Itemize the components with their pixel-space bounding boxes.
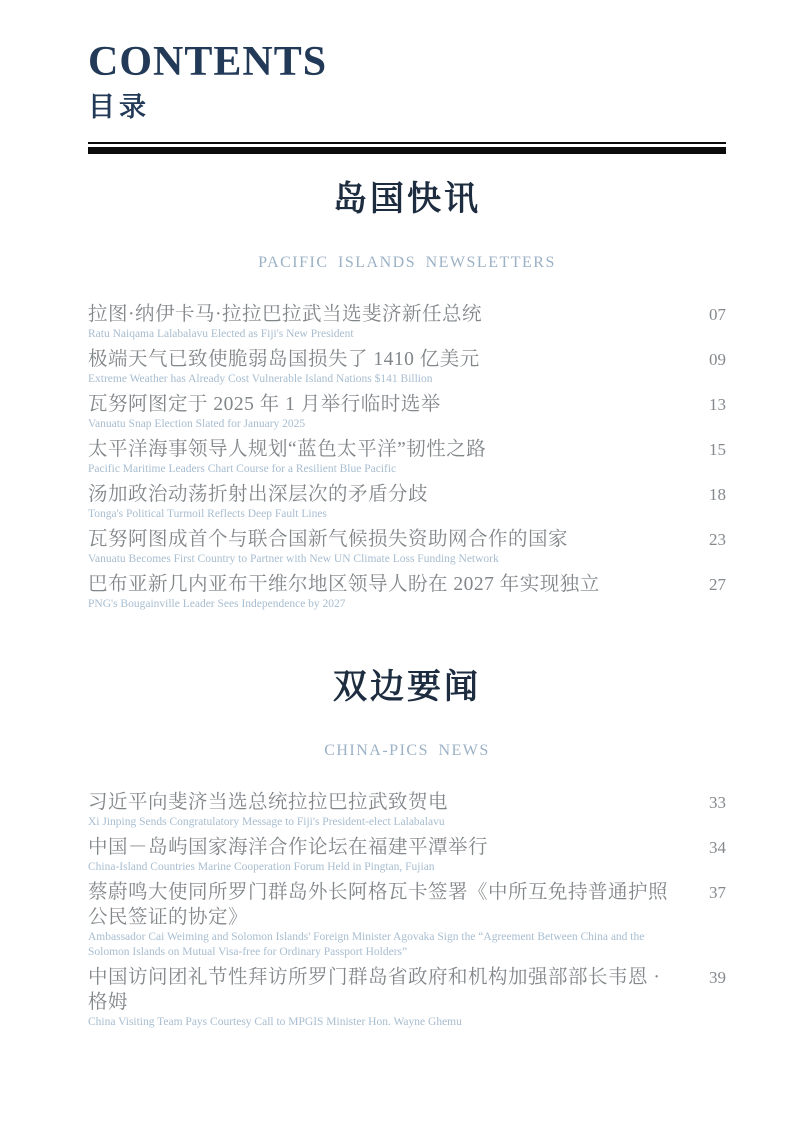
entry-title-zh: 瓦努阿图定于 2025 年 1 月举行临时选举: [88, 393, 441, 415]
double-rule: [88, 142, 726, 154]
toc-entry: [88, 437, 726, 477]
section-heading-en: PACIFIC ISLANDS NEWSLETTERS: [258, 253, 556, 271]
entry-title-en: Extreme Weather has Already Cost Vulnerable Island Nations $141 Billion: [88, 372, 433, 385]
entry-page-number: 18: [709, 484, 726, 504]
section-pacific-islands-newsletters: [88, 180, 726, 612]
entry-title-zh: 中国－岛屿国家海洋合作论坛在福建平潭举行: [88, 836, 489, 858]
entry-title-en: PNG's Bougainville Leader Sees Independence by 2027: [88, 597, 346, 610]
entry-title-en: China Visiting Team Pays Courtesy Call to MPGIS Minister Hon. Wayne Ghemu: [88, 1015, 462, 1028]
entry-title-en: China-Island Countries Marine Cooperation Forum Held in Pingtan, Fujian: [88, 860, 435, 873]
entry-title-zh: 拉图·纳伊卡马·拉拉巴拉武当选斐济新任总统: [88, 303, 482, 325]
section-heading-en: CHINA-PICS NEWS: [324, 741, 490, 759]
entry-title-zh: 巴布亚新几内亚布干维尔地区领导人盼在 2027 年实现独立: [88, 573, 600, 595]
section-china-pics-news: [88, 668, 726, 1030]
rule-thick-line: [88, 147, 726, 154]
entry-title-zh: 汤加政治动荡折射出深层次的矛盾分歧: [88, 483, 429, 505]
toc-entry: [88, 572, 726, 612]
toc-entry: [88, 880, 726, 960]
entry-title-en: Tonga's Political Turmoil Reflects Deep Fault Lines: [88, 507, 327, 520]
entry-page-number: 13: [709, 394, 726, 414]
entry-title-en: Vanuatu Snap Election Slated for January 2025: [88, 417, 306, 430]
toc-entry: [88, 392, 726, 432]
entry-title-en: Pacific Maritime Leaders Chart Course for a Resilient Blue Pacific: [88, 462, 397, 475]
entry-page-number: 09: [709, 349, 726, 369]
entry-title-zh: 瓦努阿图成首个与联合国新气候损失资助网合作的国家: [88, 528, 569, 550]
entry-page-number: 39: [709, 967, 726, 987]
entry-title-en: Ambassador Cai Weiming and Solomon Islands' Foreign Minister Agovaka Sign the “Agreement Between China and the Solomon Islands on Mutual Visa-free for Ordinary Passport Holders”: [88, 930, 645, 958]
entry-page-number: 33: [709, 792, 726, 812]
entry-title-en: Vanuatu Becomes First Country to Partner with New UN Climate Loss Funding Network: [88, 552, 499, 565]
toc-entry-list: [88, 302, 726, 612]
entry-title-zh: 极端天气已致使脆弱岛国损失了 1410 亿美元: [88, 348, 480, 370]
page-header: [88, 40, 726, 124]
toc-entry: [88, 835, 726, 875]
toc-entry: [88, 302, 726, 342]
toc-entry: [88, 965, 726, 1030]
entry-title-zh: 习近平向斐济当选总统拉拉巴拉武致贺电: [88, 791, 449, 813]
entry-title-en: Xi Jinping Sends Congratulatory Message to Fiji's President-elect Lalabalavu: [88, 815, 445, 828]
entry-title-zh: 中国访问团礼节性拜访所罗门群岛省政府和机构加强部部长韦恩 · 格姆: [88, 966, 661, 1013]
toc-entry: [88, 347, 726, 387]
section-heading-zh: 岛国快讯: [333, 180, 481, 218]
page-title-zh: 目录: [88, 92, 150, 123]
toc-entry-list: [88, 790, 726, 1030]
entry-page-number: 27: [709, 574, 726, 594]
page-title: CONTENTS: [88, 39, 328, 85]
entry-title-en: Ratu Naiqama Lalabalavu Elected as Fiji's New President: [88, 327, 354, 340]
toc-entry: [88, 790, 726, 830]
entry-page-number: 23: [709, 529, 726, 549]
section-heading-zh: 双边要闻: [333, 668, 481, 706]
entry-page-number: 37: [709, 882, 726, 902]
entry-page-number: 07: [709, 304, 726, 324]
toc-entry: [88, 482, 726, 522]
entry-page-number: 15: [709, 439, 726, 459]
entry-title-zh: 太平洋海事领导人规划“蓝色太平洋”韧性之路: [88, 438, 487, 460]
rule-thin-line: [88, 142, 726, 144]
entry-title-zh: 蔡蔚鸣大使同所罗门群岛外长阿格瓦卡签署《中所互免持普通护照公民签证的协定》: [88, 881, 669, 928]
toc-entry: [88, 527, 726, 567]
entry-page-number: 34: [709, 837, 726, 857]
